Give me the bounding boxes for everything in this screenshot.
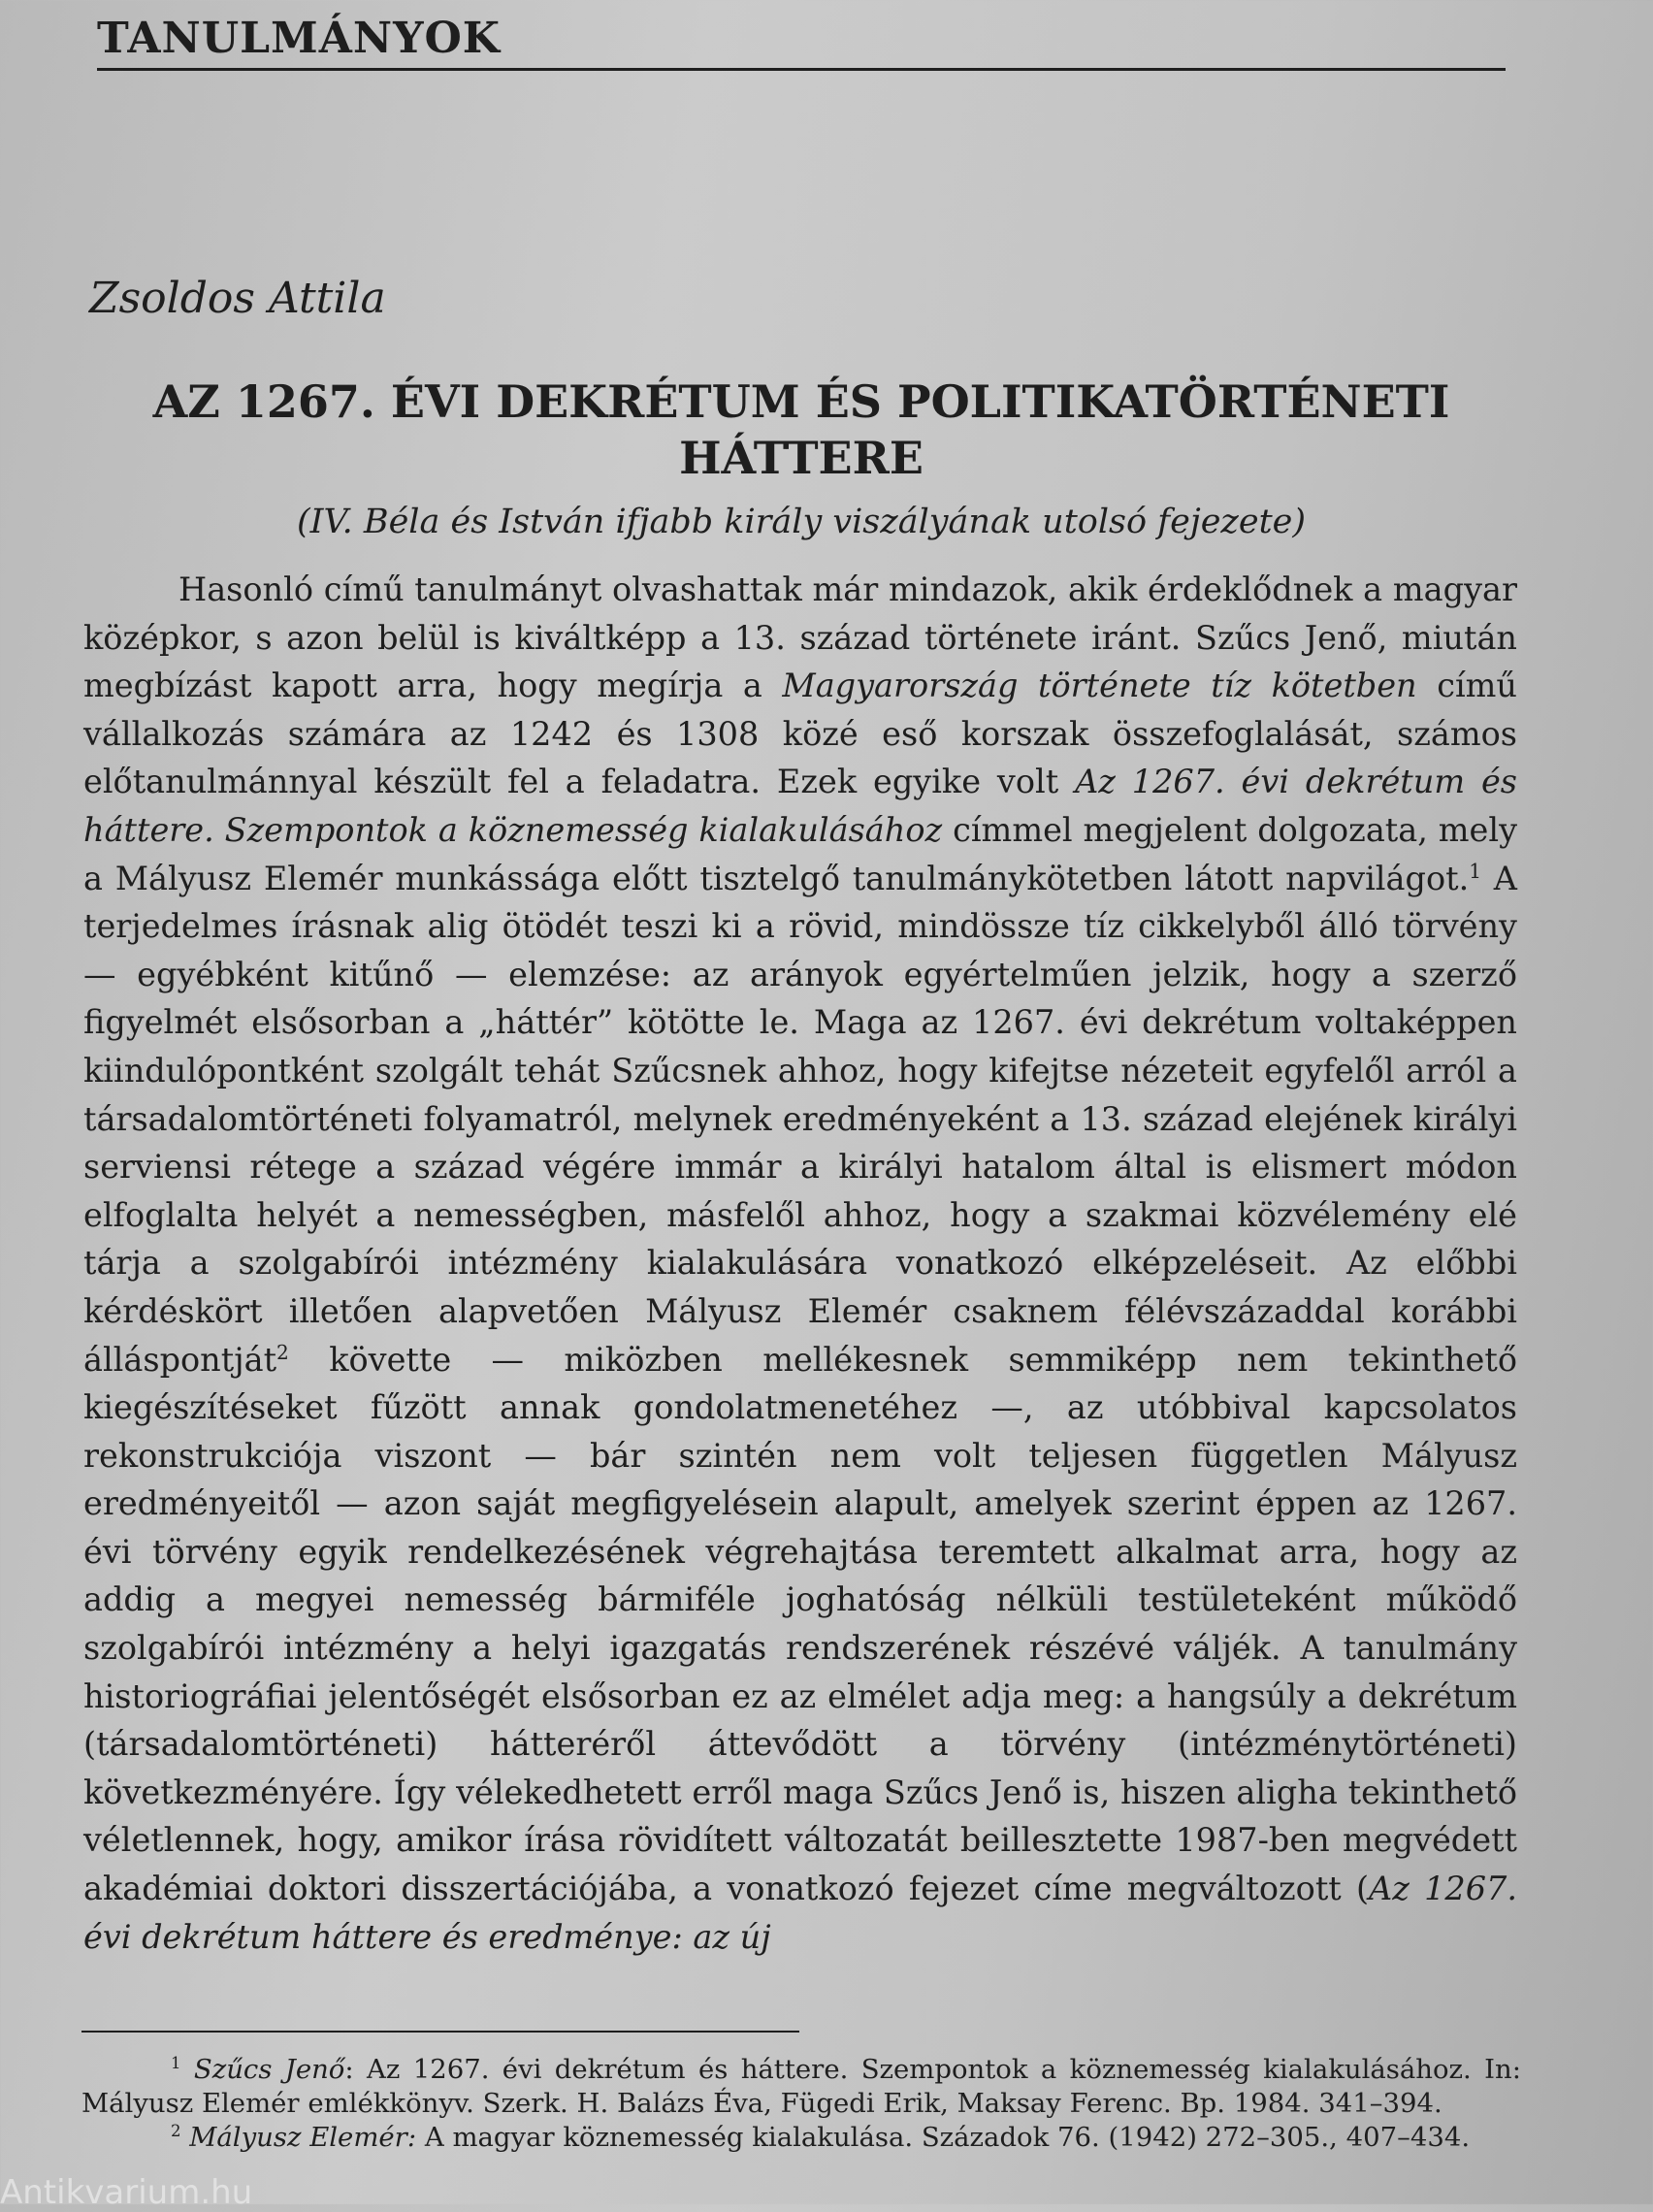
body-text-3: címmel megjelent dolgozata, mely a Mályusz Elemér munkássága előtt tisztelgő tanulmánykötetben látott napvilágot. [83, 810, 1517, 897]
body-italic-1: Magyarország története tíz kötetben [782, 667, 1417, 705]
footnote-2-text: A magyar köznemesség kialakulása. Századok 76. (1942) 272–305., 407–434. [416, 2122, 1471, 2153]
footnote-1 [81, 2053, 1521, 2121]
body-text-2: című vállalkozás számára az 1242 és 1308 közé eső korszak összefoglalását, számos előtanulmánnyal készült fel a feladatra. Ezek egyike volt [83, 667, 1518, 801]
body-text-5: követte — miközben mellékesnek semmiképp nem tekinthető kiegészítéseket fűzött annak gondolatmenetéhez —, az utóbbival kapcsolatos rekonstrukciója viszont — bár szintén nem volt teljesen független Mályusz eredményeitől — azon saját megfigyelésein alapult, amelyek szerint éppen az 1267. évi törvény egyik rendelkezésének végrehajtása teremtett alkalmat arra, hogy az addig a megyei nemesség bármiféle joghatóság nélküli testületeként működő szolgabírói intézmény a helyi igazgatás rendszerének részévé váljék. A tanulmány historiográfiai jelentőségét elsősorban ez az elmélet adja meg: a hangsúly a dekrétum (társadalomtörténeti) hátteréről áttevődött a törvény (intézménytörténeti) következményére. Így vélekedhetett erről maga Szűcs Jenő is, hiszen aligha tekinthető véletlennek, hogy, amikor írása rövidített változatát beillesztette 1987-ben megvédett akadémiai doktori disszertációjába, a vonatkozó fejezet címe megváltozott ( [83, 1340, 1517, 1908]
footnote-2 [81, 2121, 1521, 2155]
footnote-ref-2[interactable]: 2 [276, 1340, 289, 1364]
body-italic-2: Az 1267. évi dekrétum és háttere. Szempontok a köznemesség kialakulásához [83, 763, 1517, 849]
body-paragraph [83, 566, 1517, 1961]
footnote-1-text: : Az 1267. évi dekrétum és háttere. Szempontok a köznemesség kialakulásához. In: Mályusz Elemér emlékkönyv. Szerk. H. Balázs Éva, Fügedi Erik, Maksay Ferenc. Bp. 1984. 341–394. [81, 2054, 1521, 2119]
article-title [97, 374, 1506, 486]
footnote-1-number: 1 [171, 2054, 181, 2073]
footnote-2-author: Mályusz Elemér: [189, 2122, 417, 2153]
body-text-1: Hasonló című tanulmányt olvashattak már mindazok, akik érdeklődnek a magyar középkor, s azon belül is kiváltképp a 13. század története iránt. Szűcs Jenő, miután megbízást kapott arra, hogy megírja a [83, 570, 1517, 705]
footnote-1-author: Szűcs Jenő [193, 2054, 345, 2085]
author-name: Zsoldos Attila [89, 274, 386, 323]
body-italic-3: Az 1267. évi dekrétum háttere és eredménye: az új [83, 1870, 1517, 1956]
title-line-1: AZ 1267. ÉVI DEKRÉTUM ÉS POLITIKATÖRTÉNETI [152, 375, 1450, 428]
article-subtitle: (IV. Béla és István ifjabb király viszályának utolsó fejezete) [296, 503, 1307, 541]
footnotes [81, 2053, 1521, 2155]
footnote-2-number: 2 [171, 2122, 181, 2141]
section-title: TANULMÁNYOK [97, 14, 502, 63]
footnote-ref-1[interactable]: 1 [1469, 859, 1482, 883]
title-line-2: HÁTTERE [679, 432, 924, 484]
running-header [97, 10, 1506, 71]
watermark: Antikvarium.hu [0, 2173, 253, 2212]
footnote-divider [81, 2031, 799, 2033]
body-text-4: A terjedelmes írásnak alig ötödét teszi ki a rövid, mindössze tíz cikkelyből álló törvény — egyébként kitűnő — elemzése: az arányok egyértelműen jelzik, hogy a szerző figyelmét elsősorban a „háttér” kötötte le. Maga az 1267. évi dekrétum voltaképpen kiindulópontként szolgált tehát Szűcsnek ahhoz, hogy kifejtse nézeteit egyfelől arról a társadalomtörténeti folyamatról, melynek eredményeként a 13. század elejének királyi serviensi rétege a század végére immár a királyi hatalom által is elismert módon elfoglalta helyét a nemességben, másfelől ahhoz, hogy a szakmai közvélemény elé tárja a szolgabírói intézmény kialakulására vonatkozó elképzeléseit. Az előbbi kérdéskört illetően alapvetően Mályusz Elemér csaknem félévszázaddal korábbi álláspontját [83, 859, 1517, 1379]
